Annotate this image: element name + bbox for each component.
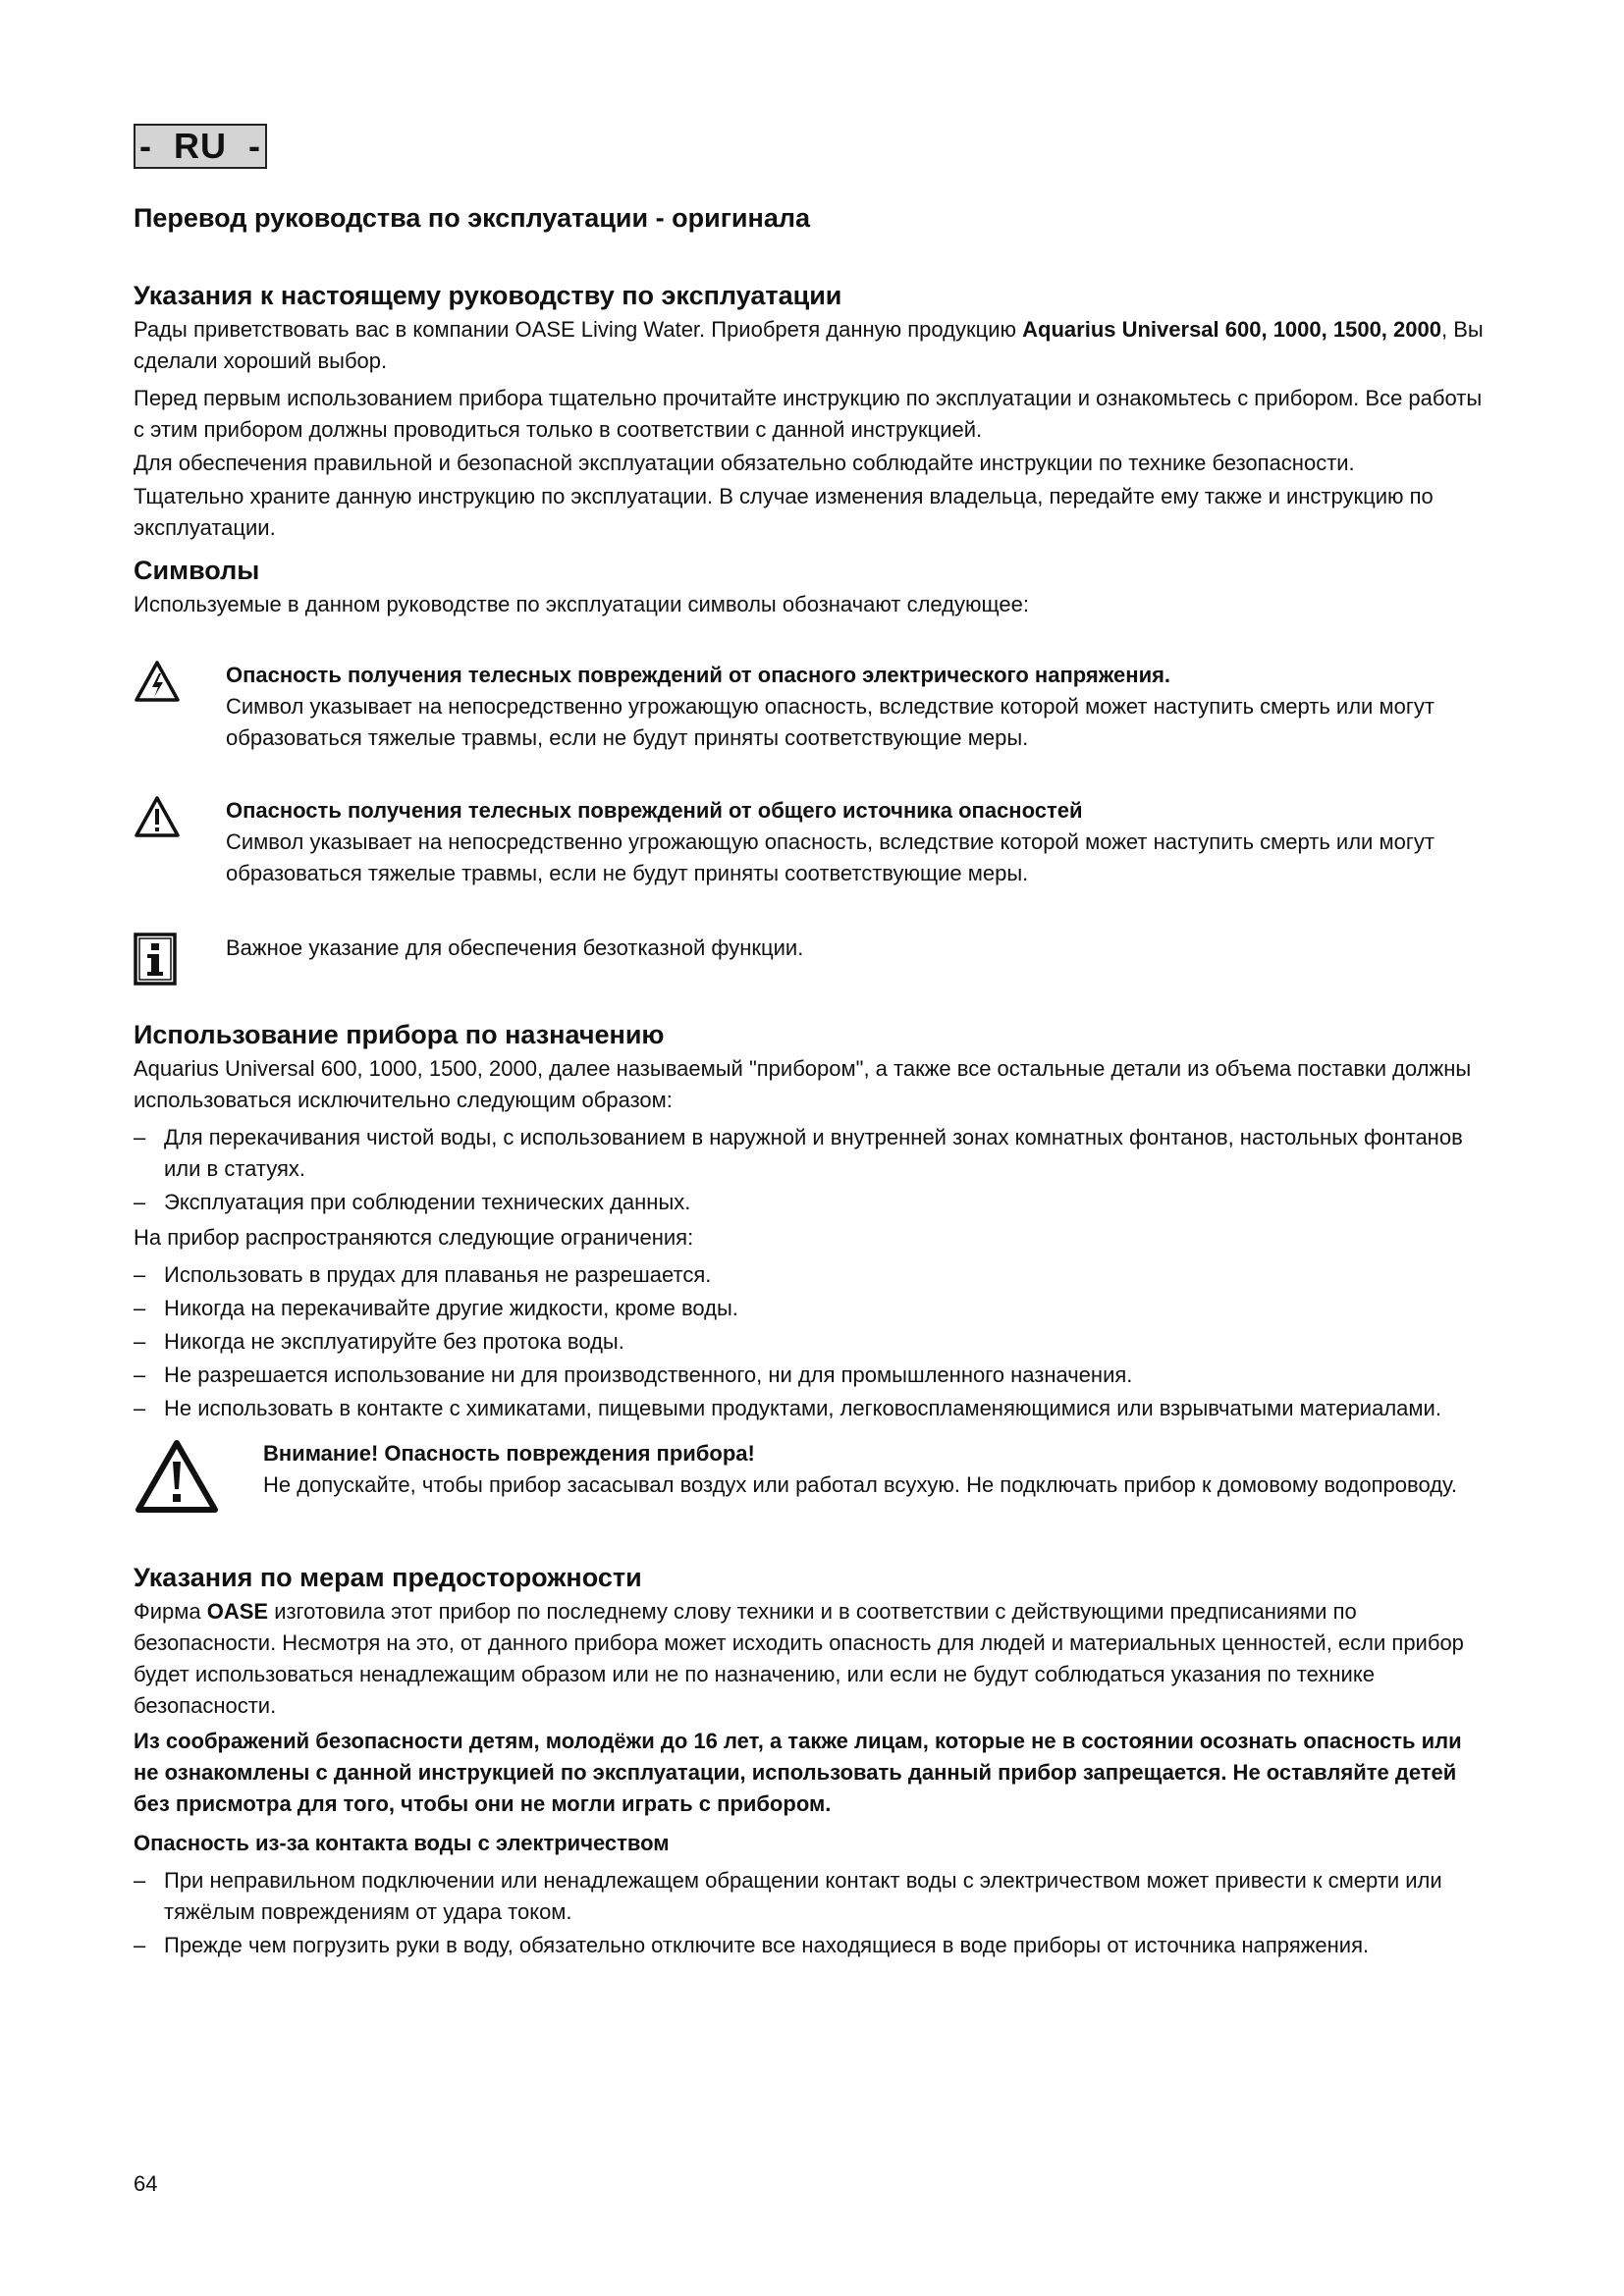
warning-desc: Не допускайте, чтобы прибор засасывал воздух или работал всухую. Не подключать прибор к домовому водопроводу. bbox=[263, 1472, 1457, 1497]
safety-p1-text: изготовила этот прибор по последнему слову техники и в соответствии с действующими предписаниями по безопасности. Несмотря на это, от данного прибора может исходить опасность для людей и материальных ценностей, если прибор будет использоваться ненадлежащим образом или не по назначению, или если не будут соблюдаться указания по технике безопасности. bbox=[134, 1599, 1464, 1718]
safety-paragraph-1 bbox=[134, 1596, 1489, 1722]
restrictions-intro: На прибор распространяются следующие ограничения: bbox=[134, 1225, 694, 1250]
list-item: – Эксплуатация при соблюдении технических данных. bbox=[134, 1187, 1489, 1218]
safety-paragraph-2: Из соображений безопасности детям, молодёжи до 16 лет, а также лицам, которые не в состоянии осознать опасность или не ознакомлены с данной инструкцией по эксплуатации, использовать данный прибор запрещается. Не оставляйте детей без присмотра для того, чтобы они не могли играть с прибором. bbox=[134, 1729, 1462, 1816]
intended-use-heading: Использование прибора по назначению bbox=[134, 1020, 665, 1049]
intended-use-list bbox=[134, 1122, 1489, 1218]
intro-paragraph-3: Для обеспечения правильной и безопасной эксплуатации обязательно соблюдайте инструкции по технике безопасности. bbox=[134, 451, 1355, 475]
list-item: – Использовать в прудах для плаванья не разрешается. bbox=[134, 1259, 1489, 1291]
list-item: – Никогда не эксплуатируйте без протока воды. bbox=[134, 1326, 1489, 1358]
product-name: Aquarius Universal 600, 1000, 1500, 2000 bbox=[1022, 317, 1441, 342]
symbols-intro: Используемые в данном руководстве по эксплуатации символы обозначают следующее: bbox=[134, 592, 1029, 616]
list-item: – Не разрешается использование ни для производственного, ни для промышленного назначения. bbox=[134, 1360, 1489, 1391]
warning-icon bbox=[134, 1438, 222, 1520]
general-hazard-icon bbox=[134, 795, 192, 843]
document-page bbox=[134, 124, 1489, 1965]
symbols-heading: Символы bbox=[134, 556, 260, 585]
symbol-electric-desc: Символ указывает на непосредственно угрожающую опасность, вследствие которой может наступить смерть или могут образоваться тяжелые травмы, если не будут приняты соответствующие меры. bbox=[226, 694, 1435, 750]
list-item: – Прежде чем погрузить руки в воду, обязательно отключите все находящиеся в воде приборы от источника напряжения. bbox=[134, 1930, 1489, 1961]
symbol-info-desc: Важное указание для обеспечения безотказной функции. bbox=[226, 935, 804, 960]
intro-p1-text: Рады приветствовать вас в компании OASE Living Water. Приобретя данную продукцию bbox=[134, 317, 1023, 342]
device-damage-warning bbox=[134, 1438, 1489, 1520]
safety-heading: Указания по мерам предосторожности bbox=[134, 1563, 642, 1592]
list-item: – Никогда на перекачивайте другие жидкости, кроме воды. bbox=[134, 1293, 1489, 1324]
page-number: 64 bbox=[134, 2171, 158, 2196]
document-title: Перевод руководства по эксплуатации - оригинала bbox=[134, 203, 811, 233]
intro-heading: Указания к настоящему руководству по эксплуатации bbox=[134, 281, 842, 310]
intro-p1-end: , Вы сделали хороший выбор. bbox=[134, 317, 1484, 373]
warning-title: Внимание! Опасность повреждения прибора! bbox=[263, 1441, 755, 1466]
symbol-info bbox=[134, 933, 1489, 990]
intro-paragraph-2: Перед первым использованием прибора тщательно прочитайте инструкцию по эксплуатации и ознакомьтесь с прибором. Все работы с этим прибором должны проводиться только в соответствии с данной инструкцией. bbox=[134, 386, 1483, 442]
safety-p1-start: Фирма bbox=[134, 1599, 207, 1624]
intended-use-paragraph-1: Aquarius Universal 600, 1000, 1500, 2000, далее называемый "прибором", а также все остальные детали из объема поставки должны использоваться исключительно следующим образом: bbox=[134, 1056, 1472, 1112]
symbol-electric-title: Опасность получения телесных повреждений от опасного электрического напряжения. bbox=[226, 663, 1171, 687]
list-item: – При неправильном подключении или ненадлежащем обращении контакт воды с электричеством может привести к смерти или тяжёлым повреждениям от удара током. bbox=[134, 1865, 1489, 1928]
symbol-electric bbox=[134, 660, 1489, 754]
intro-paragraph-4: Тщательно храните данную инструкцию по эксплуатации. В случае изменения владельца, передайте ему также и инструкцию по эксплуатации. bbox=[134, 484, 1434, 540]
electric-contact-subheading: Опасность из-за контакта воды с электричеством bbox=[134, 1831, 670, 1855]
electric-contact-list bbox=[134, 1865, 1489, 1961]
badge-code: RU bbox=[174, 126, 227, 166]
symbol-general bbox=[134, 795, 1489, 889]
badge-dash-left: - bbox=[139, 126, 152, 166]
intro-paragraph-1 bbox=[134, 314, 1489, 377]
badge-dash-right: - bbox=[248, 126, 261, 166]
list-item: – Не использовать в контакте с химикатами, пищевыми продуктами, легковоспламеняющимися или взрывчатыми материалами. bbox=[134, 1393, 1489, 1424]
brand-name: OASE bbox=[206, 1599, 269, 1624]
info-icon bbox=[134, 933, 192, 990]
symbol-general-title: Опасность получения телесных повреждений от общего источника опасностей bbox=[226, 798, 1083, 823]
electric-hazard-icon bbox=[134, 660, 192, 708]
symbol-general-desc: Символ указывает на непосредственно угрожающую опасность, вследствие которой может наступить смерть или могут образоваться тяжелые травмы, если не будут приняты соответствующие меры. bbox=[226, 829, 1435, 885]
language-badge bbox=[134, 124, 267, 169]
list-item: – Для перекачивания чистой воды, с использованием в наружной и внутренней зонах комнатных фонтанов, настольных фонтанов или в статуях. bbox=[134, 1122, 1489, 1185]
restrictions-list bbox=[134, 1259, 1489, 1424]
